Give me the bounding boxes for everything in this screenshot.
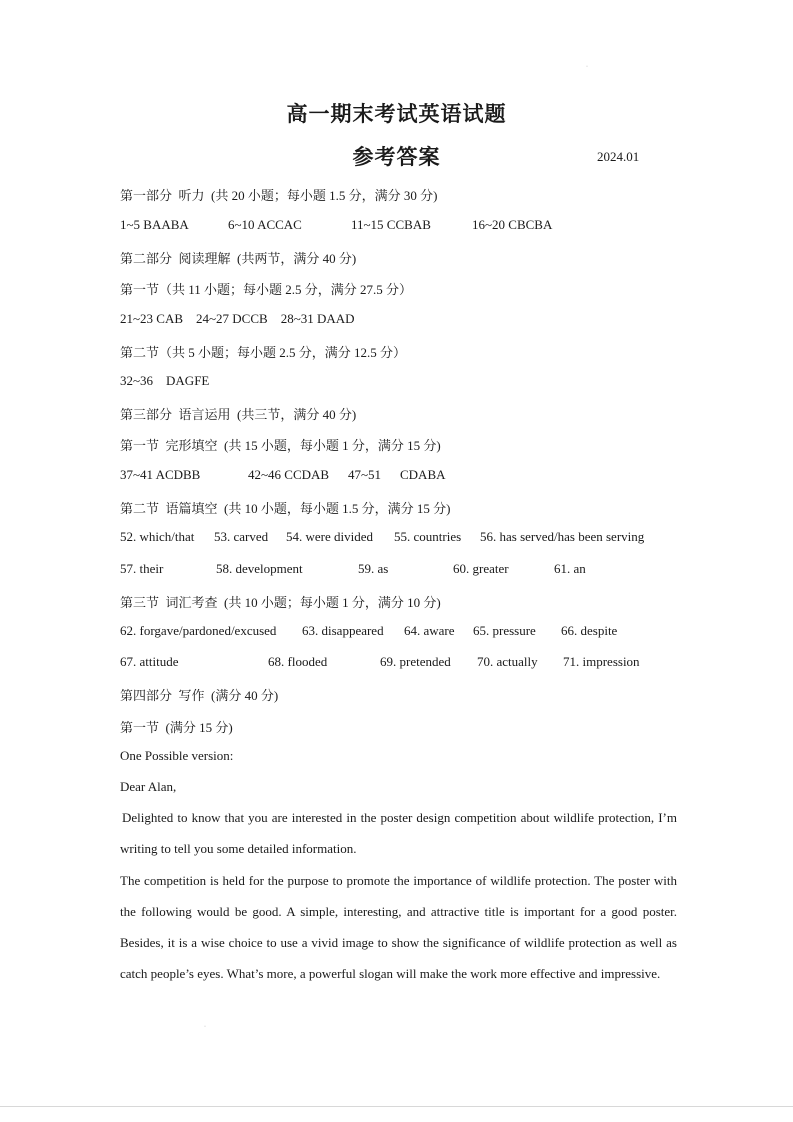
part2-section1-answers: 21~23 CAB 24~27 DCCB 28~31 DAAD — [120, 311, 355, 326]
scan-speck: · — [204, 1024, 206, 1030]
page-bottom-border — [0, 1106, 793, 1107]
part3-section3-heading: 第三节 词汇考查 (共 10 小题；每小题 1 分，满分 10 分) — [120, 595, 441, 610]
answer-item: 58. development — [216, 561, 303, 576]
answer-item: 52. which/that — [120, 529, 195, 544]
answer-item: 55. countries — [394, 529, 462, 544]
answer-item: 59. as — [358, 561, 389, 576]
page-title: 高一期末考试英语试题 — [286, 102, 507, 126]
answer-group: 37~41 ACDBB — [120, 467, 201, 482]
part3-heading: 第三部分 语言运用 (共三节，满分 40 分) — [120, 407, 357, 422]
answer-item: 57. their — [120, 561, 164, 576]
answer-item: 71. impression — [563, 654, 640, 669]
part2-section2-heading: 第二节（共 5 小题；每小题 2.5 分，满分 12.5 分） — [120, 345, 407, 360]
answer-group: 1~5 BAABA — [120, 217, 189, 232]
part4-heading: 第四部分 写作 (满分 40 分) — [120, 688, 279, 703]
essay-version-label: One Possible version: — [120, 748, 234, 763]
answer-group: CDABA — [400, 467, 446, 482]
answer-item: 61. an — [554, 561, 586, 576]
answer-item: 68. flooded — [268, 654, 328, 669]
part2-section2-answers: 32~36 DAGFE — [120, 373, 210, 388]
answer-item: 63. disappeared — [302, 623, 384, 638]
answer-item: 62. forgave/pardoned/excused — [120, 623, 277, 638]
essay-paragraph-2: The competition is held for the purpose to promote the importance of wildlife protection. The poster with the following would be good. A simple, interesting, and attractive title is important for a good poster. Besides, it is a wise choice to use a vivid image to show the significance of wildlife protection as well as catch people’s eyes. What’s more, a powerful slogan will make the work more effective and impressive. — [120, 873, 677, 981]
part3-section2-heading: 第二节 语篇填空 (共 10 小题，每小题 1.5 分，满分 15 分) — [120, 501, 451, 516]
part2-section1-heading: 第一节（共 11 小题；每小题 2.5 分，满分 27.5 分） — [120, 282, 413, 297]
answer-item: 70. actually — [477, 654, 538, 669]
page-subtitle: 参考答案 — [352, 145, 441, 169]
answer-item: 53. carved — [214, 529, 269, 544]
essay-greeting: Dear Alan, — [120, 779, 177, 794]
answer-item: 60. greater — [453, 561, 509, 576]
answer-item: 54. were divided — [286, 529, 374, 544]
answer-group: 42~46 CCDAB — [248, 467, 330, 482]
answer-group: 11~15 CCBAB — [351, 217, 431, 232]
answer-item: 65. pressure — [473, 623, 536, 638]
part3-section1-heading: 第一节 完形填空 (共 15 小题，每小题 1 分，满分 15 分) — [120, 438, 441, 453]
scan-speck: · — [586, 64, 588, 70]
part4-section1-heading: 第一节 (满分 15 分) — [120, 720, 233, 735]
answer-group: 6~10 ACCAC — [228, 217, 302, 232]
essay-paragraph-1: Delighted to know that you are interested in the poster design competition about wildlife protection, I’m writing to tell you some detailed information. — [120, 810, 677, 856]
answer-item: 66. despite — [561, 623, 618, 638]
answer-item: 69. pretended — [380, 654, 451, 669]
exam-date: 2024.01 — [597, 149, 640, 164]
answer-group: 47~51 — [348, 467, 382, 482]
answer-item: 67. attitude — [120, 654, 179, 669]
answer-group: 16~20 CBCBA — [472, 217, 553, 232]
answer-item: 64. aware — [404, 623, 455, 638]
answer-item: 56. has served/has been serving — [480, 529, 645, 544]
part2-heading: 第二部分 阅读理解 (共两节，满分 40 分) — [120, 251, 357, 266]
part1-heading: 第一部分 听力 (共 20 小题；每小题 1.5 分，满分 30 分) — [120, 188, 438, 203]
